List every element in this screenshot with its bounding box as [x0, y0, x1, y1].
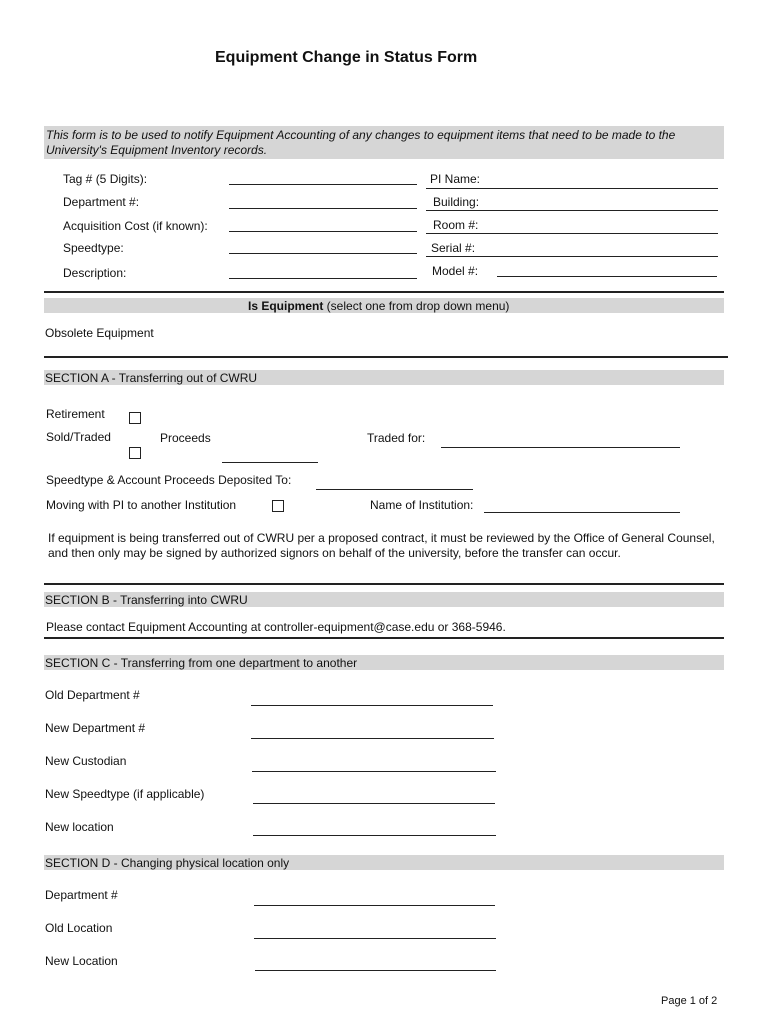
traded-for-input-line[interactable]	[441, 447, 680, 448]
label-description: Description:	[63, 266, 127, 280]
tag-input-line[interactable]	[229, 184, 417, 185]
label-department: Department #:	[63, 195, 140, 209]
equipment-header-rest: (select one from drop down menu)	[323, 299, 510, 313]
equipment-header	[248, 299, 509, 313]
department-input-line[interactable]	[229, 208, 417, 209]
label-model: Model #:	[432, 264, 479, 278]
label-speedtype: Speedtype:	[63, 241, 124, 255]
label-new-custodian: New Custodian	[45, 754, 127, 768]
sold-traded-checkbox[interactable]	[129, 447, 141, 459]
speedtype-input-line[interactable]	[229, 253, 417, 254]
label-speedtype-proceeds: Speedtype & Account Proceeds Deposited To:	[46, 473, 292, 487]
section-c-header: SECTION C - Transferring from one department to another	[45, 656, 358, 670]
section-b-header: SECTION B - Transferring into CWRU	[45, 593, 248, 607]
page-title: Equipment Change in Status Form	[215, 49, 478, 66]
pi-name-input-line[interactable]	[426, 188, 718, 189]
divider	[44, 637, 724, 639]
intro-text: This form is to be used to notify Equipment Accounting of any changes to equipment items that need to be made to the University's Equipment Inventory records.	[46, 128, 676, 157]
equipment-header-bold: Is Equipment	[248, 299, 324, 313]
speedtype-proceeds-input-line[interactable]	[316, 489, 473, 490]
label-serial: Serial #:	[431, 241, 476, 255]
label-d-new-location: New Location	[45, 954, 118, 968]
model-input-line[interactable]	[497, 276, 717, 277]
equipment-dropdown-value[interactable]: Obsolete Equipment	[45, 326, 154, 340]
d-new-location-input-line[interactable]	[255, 970, 496, 971]
old-department-input-line[interactable]	[251, 705, 493, 706]
institution-input-line[interactable]	[484, 512, 680, 513]
new-department-input-line[interactable]	[251, 738, 494, 739]
label-room: Room #:	[433, 218, 479, 232]
label-acquisition-cost: Acquisition Cost (if known):	[63, 219, 208, 233]
new-custodian-input-line[interactable]	[252, 771, 496, 772]
acquisition-cost-input-line[interactable]	[229, 231, 417, 232]
proceeds-input-line[interactable]	[222, 462, 318, 463]
divider	[44, 291, 724, 293]
retirement-checkbox[interactable]	[129, 412, 141, 424]
label-old-department: Old Department #	[45, 688, 140, 702]
section-a-header: SECTION A - Transferring out of CWRU	[45, 371, 258, 385]
label-new-location: New location	[45, 820, 114, 834]
description-input-line[interactable]	[229, 278, 417, 279]
building-input-line[interactable]	[426, 210, 718, 211]
section-a-note: If equipment is being transferred out of CWRU per a proposed contract, it must be reviewed by the Office of General Counsel, and then only may be signed by authorized signors on behalf of the university, before the transfer can occur.	[48, 531, 715, 560]
label-new-department: New Department #	[45, 721, 146, 735]
label-traded-for: Traded for:	[367, 431, 426, 445]
section-d-header: SECTION D - Changing physical location only	[45, 856, 290, 870]
label-d-department: Department #	[45, 888, 118, 902]
page-number: Page 1 of 2	[661, 995, 718, 1007]
divider	[44, 356, 728, 358]
new-speedtype-input-line[interactable]	[253, 803, 495, 804]
label-new-speedtype: New Speedtype (if applicable)	[45, 787, 205, 801]
moving-with-pi-checkbox[interactable]	[272, 500, 284, 512]
old-location-input-line[interactable]	[254, 938, 496, 939]
section-b-text: Please contact Equipment Accounting at controller-equipment@case.edu or 368-5946.	[46, 620, 506, 634]
label-pi-name: PI Name:	[430, 172, 481, 186]
label-old-location: Old Location	[45, 921, 113, 935]
label-moving-with-pi: Moving with PI to another Institution	[46, 498, 237, 512]
divider	[44, 583, 724, 585]
d-department-input-line[interactable]	[254, 905, 495, 906]
label-tag: Tag # (5 Digits):	[63, 172, 148, 186]
room-input-line[interactable]	[426, 233, 718, 234]
serial-input-line[interactable]	[426, 256, 718, 257]
label-retirement: Retirement	[46, 407, 105, 421]
new-location-input-line[interactable]	[253, 835, 496, 836]
label-sold-traded: Sold/Traded	[46, 430, 111, 444]
label-proceeds: Proceeds	[160, 431, 211, 445]
label-name-of-institution: Name of Institution:	[370, 498, 474, 512]
label-building: Building:	[433, 195, 480, 209]
